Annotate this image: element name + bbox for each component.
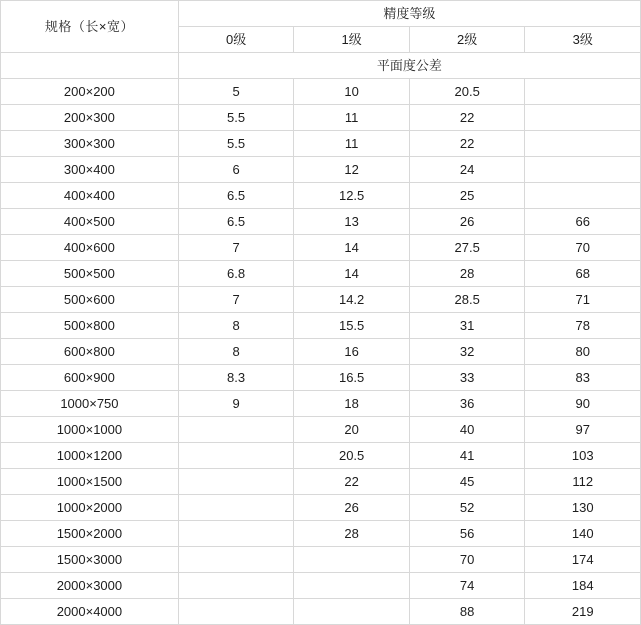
cell-spec: 1000×750 — [1, 391, 179, 417]
table-row — [1, 573, 641, 599]
cell-grade-2: 52 — [409, 495, 525, 521]
cell-spec: 1500×3000 — [1, 547, 179, 573]
cell-grade-0: 6.8 — [178, 261, 294, 287]
cell-grade-1: 11 — [294, 105, 410, 131]
cell-grade-2: 25 — [409, 183, 525, 209]
cell-grade-3: 71 — [525, 287, 641, 313]
table-row — [1, 235, 641, 261]
table-row — [1, 469, 641, 495]
cell-grade-2: 26 — [409, 209, 525, 235]
cell-grade-2: 28 — [409, 261, 525, 287]
header-grade-1: 1级 — [294, 27, 410, 53]
cell-spec: 300×400 — [1, 157, 179, 183]
cell-grade-1: 20 — [294, 417, 410, 443]
header-flatness-tolerance: 平面度公差 — [178, 53, 640, 79]
cell-grade-2: 27.5 — [409, 235, 525, 261]
cell-grade-0: 5.5 — [178, 131, 294, 157]
cell-grade-2: 28.5 — [409, 287, 525, 313]
cell-spec: 600×800 — [1, 339, 179, 365]
cell-grade-2: 32 — [409, 339, 525, 365]
cell-grade-3: 219 — [525, 599, 641, 625]
cell-spec: 500×600 — [1, 287, 179, 313]
cell-grade-0 — [178, 547, 294, 573]
table-row — [1, 261, 641, 287]
cell-grade-0: 6.5 — [178, 183, 294, 209]
cell-spec: 2000×4000 — [1, 599, 179, 625]
table-row — [1, 599, 641, 625]
cell-grade-1: 14 — [294, 235, 410, 261]
cell-grade-2: 41 — [409, 443, 525, 469]
cell-grade-0: 8 — [178, 313, 294, 339]
cell-grade-0 — [178, 469, 294, 495]
cell-grade-1: 18 — [294, 391, 410, 417]
cell-grade-0: 8 — [178, 339, 294, 365]
header-spec-blank — [1, 53, 179, 79]
table-row — [1, 105, 641, 131]
cell-grade-1 — [294, 599, 410, 625]
cell-grade-1: 12 — [294, 157, 410, 183]
header-precision-grade: 精度等级 — [178, 1, 640, 27]
cell-spec: 300×300 — [1, 131, 179, 157]
header-grade-2: 2级 — [409, 27, 525, 53]
cell-grade-0 — [178, 521, 294, 547]
cell-spec: 400×400 — [1, 183, 179, 209]
cell-grade-0: 9 — [178, 391, 294, 417]
cell-grade-3: 68 — [525, 261, 641, 287]
cell-grade-0: 7 — [178, 235, 294, 261]
table-row — [1, 339, 641, 365]
cell-spec: 1000×2000 — [1, 495, 179, 521]
cell-grade-3: 103 — [525, 443, 641, 469]
cell-grade-2: 36 — [409, 391, 525, 417]
cell-spec: 400×600 — [1, 235, 179, 261]
cell-grade-2: 31 — [409, 313, 525, 339]
cell-grade-3: 80 — [525, 339, 641, 365]
cell-grade-3 — [525, 131, 641, 157]
table-row — [1, 417, 641, 443]
table-row — [1, 183, 641, 209]
table-row — [1, 313, 641, 339]
cell-spec: 200×200 — [1, 79, 179, 105]
header-grade-0: 0级 — [178, 27, 294, 53]
cell-grade-1: 16 — [294, 339, 410, 365]
cell-grade-2: 70 — [409, 547, 525, 573]
cell-grade-1: 11 — [294, 131, 410, 157]
cell-grade-3 — [525, 157, 641, 183]
cell-grade-0 — [178, 495, 294, 521]
cell-grade-3: 78 — [525, 313, 641, 339]
cell-grade-1: 28 — [294, 521, 410, 547]
table-row — [1, 157, 641, 183]
cell-spec: 2000×3000 — [1, 573, 179, 599]
cell-spec: 500×500 — [1, 261, 179, 287]
table-row — [1, 391, 641, 417]
cell-grade-0: 6 — [178, 157, 294, 183]
cell-grade-1: 12.5 — [294, 183, 410, 209]
cell-grade-0 — [178, 599, 294, 625]
cell-grade-3: 90 — [525, 391, 641, 417]
header-row-subheader — [1, 53, 641, 79]
cell-grade-0: 5 — [178, 79, 294, 105]
cell-grade-3: 174 — [525, 547, 641, 573]
table-row — [1, 521, 641, 547]
header-grade-3: 3级 — [525, 27, 641, 53]
cell-grade-3: 130 — [525, 495, 641, 521]
header-row-grade — [1, 1, 641, 27]
cell-spec: 400×500 — [1, 209, 179, 235]
cell-grade-3 — [525, 105, 641, 131]
cell-grade-1: 13 — [294, 209, 410, 235]
table-row — [1, 287, 641, 313]
table-header — [1, 1, 641, 79]
cell-grade-1: 10 — [294, 79, 410, 105]
cell-grade-3: 66 — [525, 209, 641, 235]
cell-grade-0 — [178, 443, 294, 469]
cell-grade-3: 70 — [525, 235, 641, 261]
cell-grade-1: 14.2 — [294, 287, 410, 313]
table-row — [1, 495, 641, 521]
cell-grade-1: 22 — [294, 469, 410, 495]
cell-grade-1: 20.5 — [294, 443, 410, 469]
cell-grade-3: 184 — [525, 573, 641, 599]
cell-spec: 1000×1000 — [1, 417, 179, 443]
cell-grade-3 — [525, 183, 641, 209]
cell-grade-2: 22 — [409, 105, 525, 131]
cell-grade-1: 26 — [294, 495, 410, 521]
cell-grade-2: 88 — [409, 599, 525, 625]
cell-grade-0: 8.3 — [178, 365, 294, 391]
cell-grade-0 — [178, 417, 294, 443]
header-spec: 规格（长×宽） — [1, 1, 179, 53]
cell-grade-1: 15.5 — [294, 313, 410, 339]
cell-spec: 1000×1200 — [1, 443, 179, 469]
cell-grade-2: 24 — [409, 157, 525, 183]
cell-grade-3: 83 — [525, 365, 641, 391]
cell-grade-3: 97 — [525, 417, 641, 443]
cell-grade-2: 45 — [409, 469, 525, 495]
cell-spec: 500×800 — [1, 313, 179, 339]
cell-grade-3: 140 — [525, 521, 641, 547]
cell-grade-1 — [294, 547, 410, 573]
cell-spec: 1000×1500 — [1, 469, 179, 495]
cell-grade-2: 33 — [409, 365, 525, 391]
cell-grade-1 — [294, 573, 410, 599]
cell-grade-3: 112 — [525, 469, 641, 495]
table-row — [1, 131, 641, 157]
table-row — [1, 79, 641, 105]
cell-grade-2: 74 — [409, 573, 525, 599]
cell-grade-0: 6.5 — [178, 209, 294, 235]
table-row — [1, 209, 641, 235]
table-row — [1, 365, 641, 391]
cell-grade-0 — [178, 573, 294, 599]
cell-grade-1: 14 — [294, 261, 410, 287]
table-row — [1, 443, 641, 469]
cell-grade-2: 56 — [409, 521, 525, 547]
cell-grade-1: 16.5 — [294, 365, 410, 391]
cell-spec: 200×300 — [1, 105, 179, 131]
cell-grade-0: 7 — [178, 287, 294, 313]
cell-spec: 1500×2000 — [1, 521, 179, 547]
cell-grade-3 — [525, 79, 641, 105]
cell-spec: 600×900 — [1, 365, 179, 391]
table-body — [1, 79, 641, 625]
cell-grade-2: 22 — [409, 131, 525, 157]
cell-grade-0: 5.5 — [178, 105, 294, 131]
table-row — [1, 547, 641, 573]
cell-grade-2: 20.5 — [409, 79, 525, 105]
cell-grade-2: 40 — [409, 417, 525, 443]
